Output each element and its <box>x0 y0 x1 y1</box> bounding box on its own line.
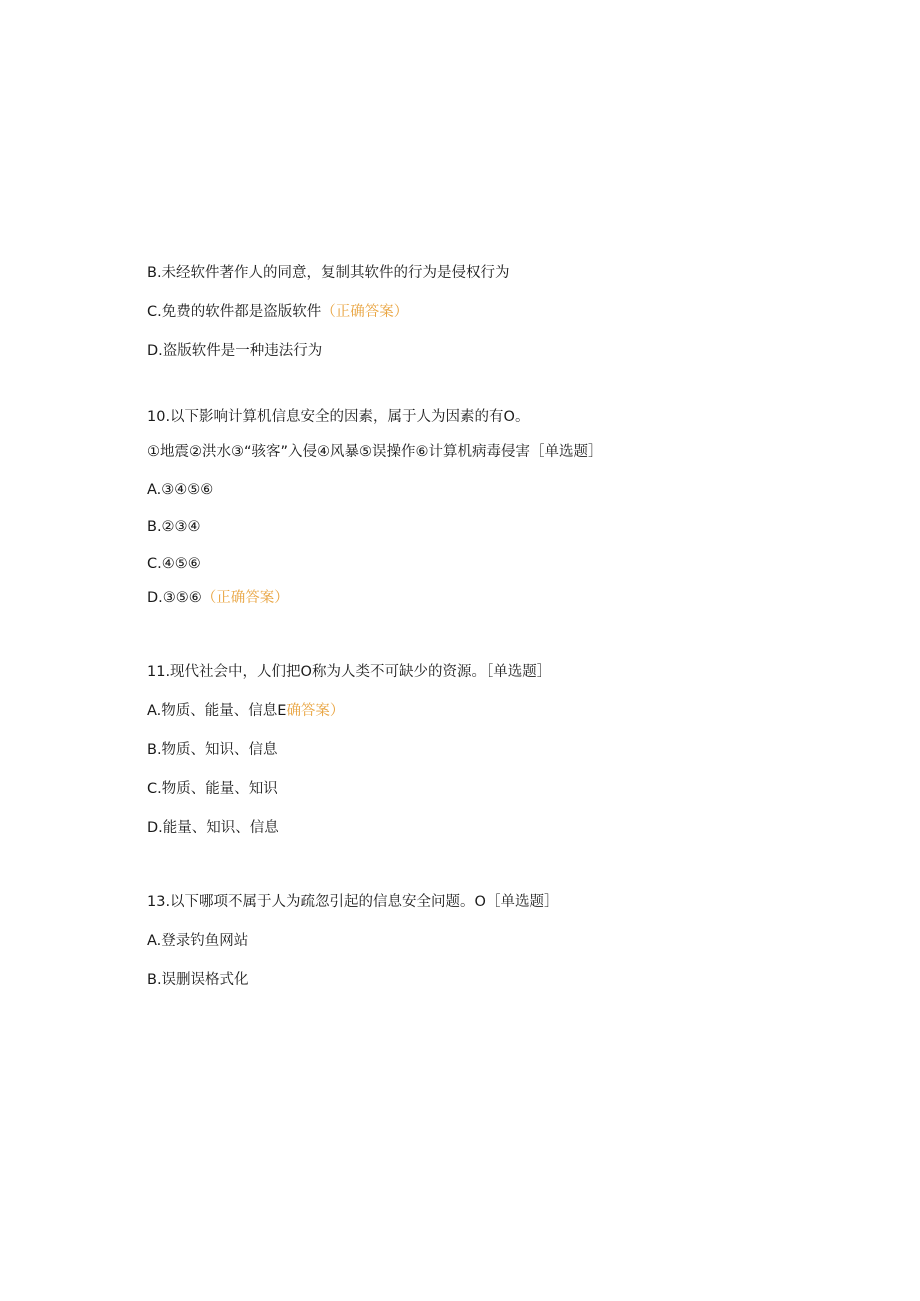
option-text: A.③④⑤⑥ <box>147 482 214 498</box>
question-line <box>147 892 558 912</box>
option-line <box>147 263 510 283</box>
option-text: B.未经软件著作人的同意，复制其软件的行为是侵权行为 <box>147 265 510 281</box>
question-line <box>147 662 551 682</box>
option-line <box>147 341 322 361</box>
question-text: ①地震②洪水③“骇客”入侵④风暴⑤误操作⑥计算机病毒侵害［单选题］ <box>147 444 603 460</box>
option-line <box>147 588 289 608</box>
option-text: D.能量、知识、信息 <box>147 820 279 836</box>
question-line <box>147 407 529 427</box>
option-line <box>147 302 408 322</box>
option-text: B.误删误格式化 <box>147 972 249 988</box>
option-line <box>147 931 248 951</box>
option-line <box>147 779 278 799</box>
question-text: 13.以下哪项不属于人为疏忽引起的信息安全问题。O［单选题］ <box>147 894 559 910</box>
option-text: C.④⑤⑥ <box>147 556 201 572</box>
option-line <box>147 740 278 760</box>
correct-answer-mark: 确答案） <box>286 703 345 719</box>
question-text: 10.以下影响计算机信息安全的因素，属于人为因素的有O。 <box>147 409 530 425</box>
option-text: D.盗版软件是一种违法行为 <box>147 343 323 359</box>
option-text: B.②③④ <box>147 519 201 535</box>
option-line <box>147 517 201 537</box>
correct-answer-mark: （正确答案） <box>201 590 289 606</box>
option-text: C.免费的软件都是盗版软件 <box>147 304 322 320</box>
question-text: 11.现代社会中，人们把O称为人类不可缺少的资源。［单选题］ <box>147 664 552 680</box>
option-text: A.登录钓鱼网站 <box>147 933 249 949</box>
question-line <box>147 442 603 462</box>
option-text: B.物质、知识、信息 <box>147 742 278 758</box>
option-text: C.物质、能量、知识 <box>147 781 278 797</box>
option-line <box>147 480 213 500</box>
option-line <box>147 970 249 990</box>
correct-answer-mark: （正确答案） <box>321 304 409 320</box>
option-text: D.③⑤⑥ <box>147 590 202 606</box>
option-line <box>147 701 344 721</box>
option-text: A.物质、能量、信息E <box>147 703 287 719</box>
option-line <box>147 818 279 838</box>
option-line <box>147 554 201 574</box>
